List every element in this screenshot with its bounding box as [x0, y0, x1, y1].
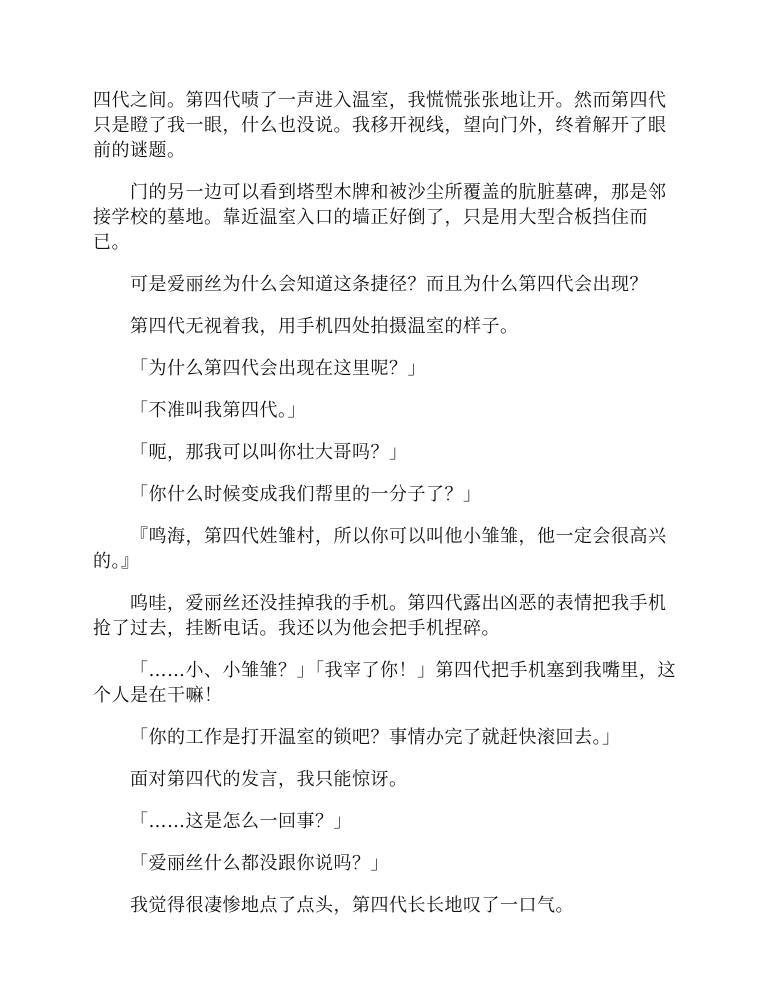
paragraph-1: 四代之间。第四代啧了一声进入温室，我慌慌张张地让开。然而第四代只是瞪了我一眼，什么也没说。我移开视线，望向门外，终着解开了眼前的谜题。	[93, 90, 667, 161]
paragraph-14: 「……这是怎么一回事？」	[130, 811, 352, 832]
paragraph-2: 门的另一边可以看到塔型木牌和被沙尘所覆盖的肮脏墓碑，那是邻接学校的墓地。靠近温室入口的墙正好倒了，只是用大型合板挡住而已。	[93, 182, 667, 253]
paragraph-13: 面对第四代的发言，我只能惊讶。	[130, 769, 408, 790]
paragraph-4: 第四代无视着我，用手机四处拍摄温室的样子。	[130, 316, 519, 337]
paragraph-15: 「爱丽丝什么都没跟你说吗？」	[130, 853, 389, 874]
paragraph-12: 「你的工作是打开温室的锁吧？事情办完了就赶快滚回去。」	[130, 727, 621, 748]
paragraph-5: 「为什么第四代会出现在这里呢？」	[130, 358, 426, 379]
paragraph-9: 『鸣海，第四代姓雏村，所以你可以叫他小雏雏，他一定会很高兴的。』	[93, 526, 667, 572]
paragraph-10: 呜哇，爱丽丝还没挂掉我的手机。第四代露出凶恶的表情把我手机抢了过去，挂断电话。我还以为他会把手机捏碎。	[93, 593, 667, 639]
paragraph-3: 可是爱丽丝为什么会知道这条捷径？而且为什么第四代会出现？	[130, 274, 648, 295]
paragraph-6: 「不准叫我第四代。」	[130, 400, 306, 421]
body-text	[93, 88, 678, 918]
paragraph-11: 「……小、小雏雏？」「我宰了你！」第四代把手机塞到我嘴里，这个人是在干嘛！	[93, 660, 676, 706]
paragraph-7: 「呃，那我可以叫你壮大哥吗？」	[130, 442, 408, 463]
paragraph-8: 「你什么时候变成我们帮里的一分子了？」	[130, 484, 482, 505]
paragraph-16: 我觉得很凄惨地点了点头，第四代长长地叹了一口气。	[130, 895, 574, 916]
